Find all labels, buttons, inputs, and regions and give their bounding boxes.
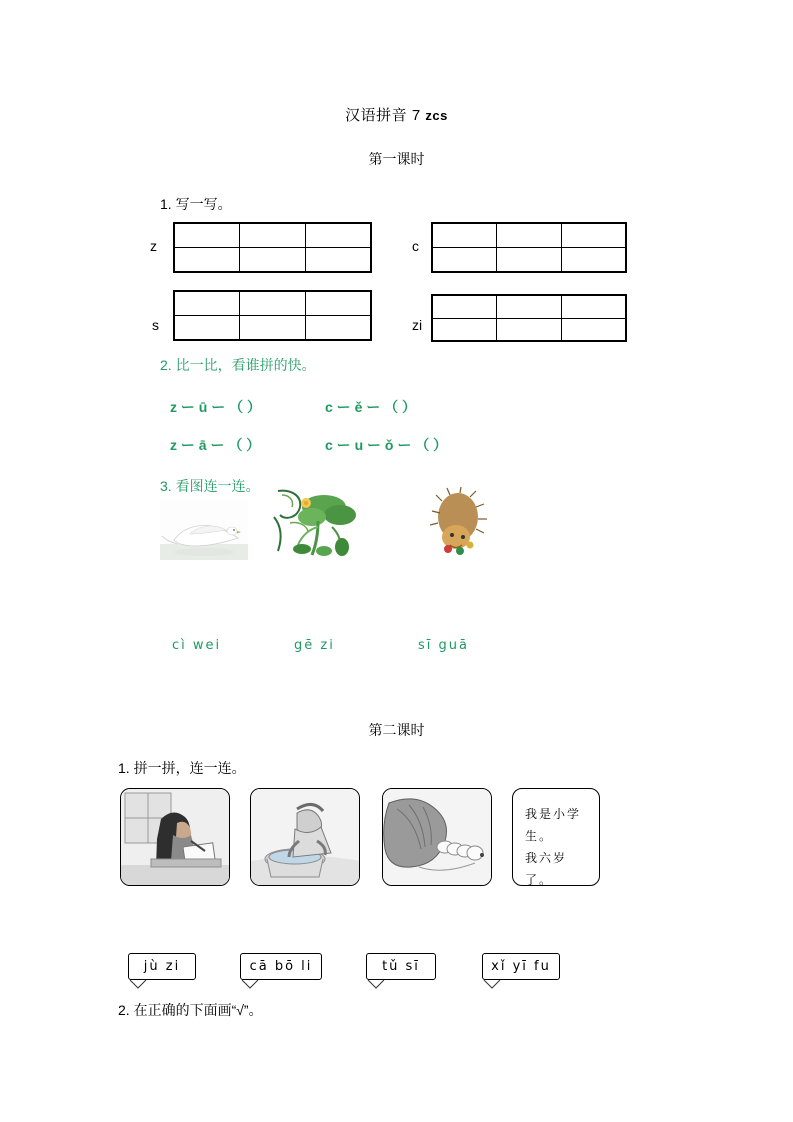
grid-label-zi: zi: [412, 317, 423, 333]
grid-label-c: c: [412, 238, 419, 254]
pinyin-word-sigua[interactable]: sī guā: [418, 638, 469, 653]
question-1-label: 1. 写一写。: [160, 196, 232, 212]
word-box-juzi[interactable]: jù zi: [128, 953, 196, 980]
write-grid-zi[interactable]: [431, 294, 627, 342]
pinyin-word-ciwei[interactable]: cì wei: [172, 638, 222, 653]
page-title-latin: zcs: [425, 108, 448, 123]
grid-label-z: z: [150, 238, 157, 254]
question-2-label: 2. 比一比，看谁拼的快。: [160, 357, 316, 373]
page-title: [0, 104, 793, 125]
period2-question-1-label: 1. 拼一拼，连一连。: [118, 760, 246, 776]
pinyin-exercise-row-2-right[interactable]: c ー u ー ǒ ー （ ）: [325, 437, 448, 453]
sentence-card: [512, 788, 600, 886]
washing-clothes-picture: [250, 788, 360, 886]
word-box-xiyifu[interactable]: xǐ yī fu: [482, 953, 560, 980]
write-grid-z[interactable]: [173, 222, 372, 273]
grid-label-s: s: [152, 317, 159, 333]
sentence-line-3: 我六岁了。: [525, 851, 568, 886]
question-3-label: 3. 看图连一连。: [160, 478, 260, 494]
dove-picture: [160, 500, 248, 560]
section-heading-period-2: 第二课时: [368, 722, 425, 738]
word-box-tusi[interactable]: tǔ sī: [366, 953, 436, 980]
write-grid-s[interactable]: [173, 290, 372, 341]
pinyin-exercise-row-1-right[interactable]: c ー ě ー （ ）: [325, 399, 417, 415]
girl-writing-picture: [120, 788, 230, 886]
sentence-line-1: 我是小学: [525, 807, 582, 821]
melon-vine-picture: [272, 487, 370, 560]
pinyin-word-gezi[interactable]: gē zi: [294, 638, 335, 653]
period2-question-2-label: 2. 在正确的下面画“√”。: [118, 1002, 263, 1018]
write-grid-c[interactable]: [431, 222, 627, 273]
page-title-cn: 汉语拼音 7: [345, 107, 426, 124]
hedgehog-picture: [430, 487, 490, 559]
word-box-caboli[interactable]: cā bō li: [240, 953, 322, 980]
section-heading-period-1: 第一课时: [368, 151, 425, 167]
pinyin-exercise-row-2-left[interactable]: z ー ā ー （ ）: [170, 437, 261, 453]
silkworm-picture: [382, 788, 492, 886]
pinyin-exercise-row-1-left[interactable]: z ー ū ー （ ）: [170, 399, 261, 415]
sentence-line-2: 生。: [525, 829, 554, 843]
word-box-tails: [126, 978, 586, 990]
